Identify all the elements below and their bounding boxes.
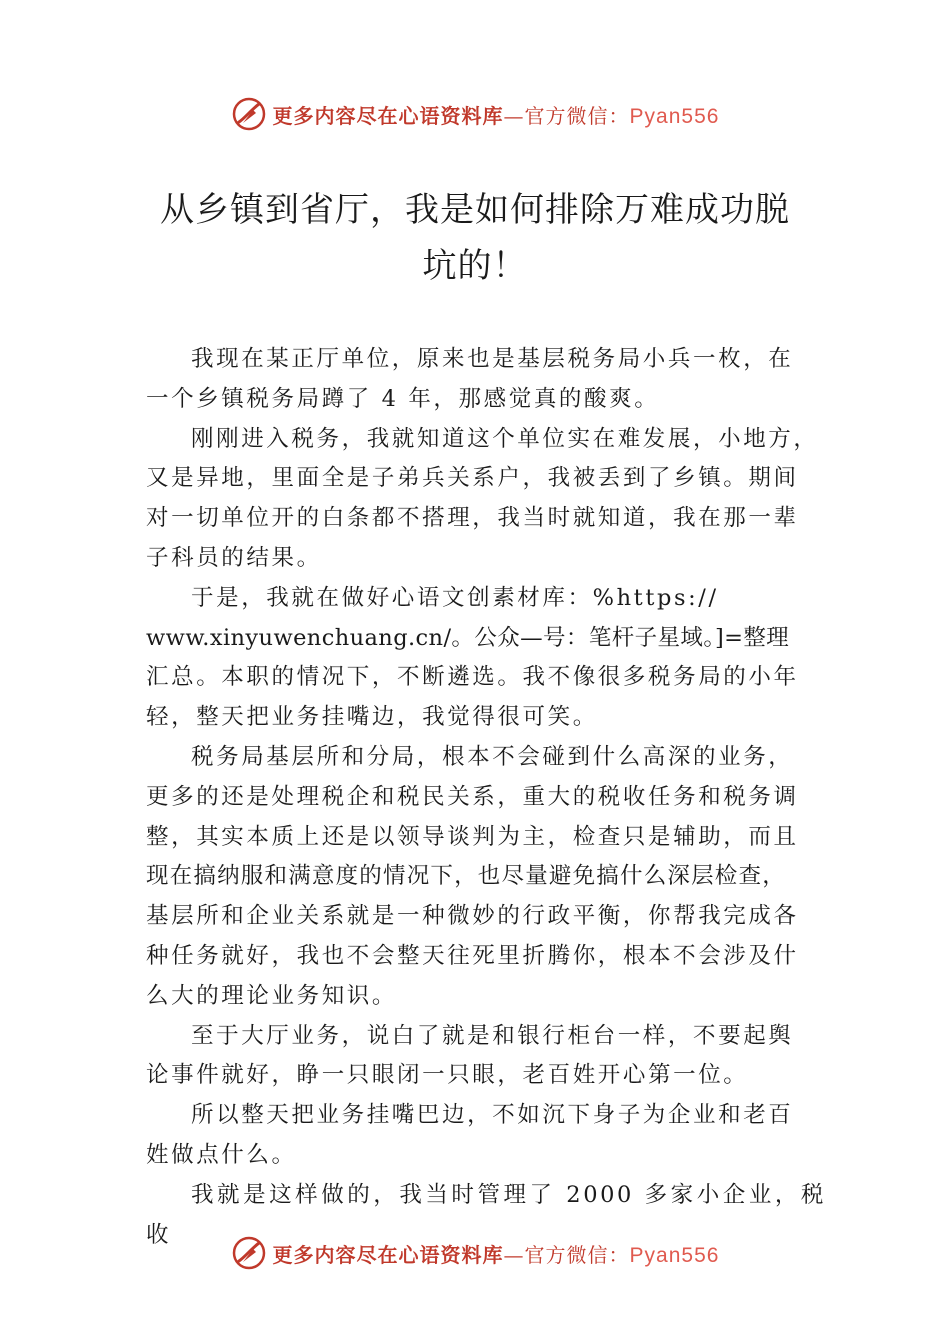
footer-banner-sub: 官方微信： [524, 1242, 630, 1267]
paragraph [146, 1017, 826, 1097]
header-banner-dash: — [503, 103, 525, 128]
text-line: 汇总。本职的情况下，不断遴选。我不像很多税务局的小年 [146, 664, 799, 691]
footer-banner-id: Pyan556 [629, 1243, 720, 1267]
text-line: www.xinyuwenchuang.cn/。公众—号：笔杆子星域。]=整理 [146, 624, 790, 651]
header-banner [0, 92, 950, 136]
text-line: 种任务就好，我也不会整天往死里折腾你，根本不会涉及什 [146, 942, 799, 969]
text-line: 于是，我就在做好心语文创素材库：%https:// [191, 584, 719, 611]
header-banner-text [273, 100, 720, 129]
title-line: 坑的！ [422, 246, 528, 286]
document-title [140, 182, 810, 294]
paragraph [146, 1096, 826, 1176]
text-line: 子科员的结果。 [146, 544, 322, 571]
document-body [146, 340, 826, 1255]
text-line: 论事件就好，睁一只眼闭一只眼，老百姓开心第一位。 [146, 1062, 749, 1089]
title-line: 从乡镇到省厅，我是如何排除万难成功脱 [160, 190, 790, 230]
text-line: 更多的还是处理税企和税民关系，重大的税收任务和税务调 [146, 783, 799, 810]
text-line: 对一切单位开的白条都不搭理，我当时就知道，我在那一辈 [146, 505, 799, 532]
pen-logo-icon [231, 1235, 267, 1271]
text-line: 又是异地，里面全是子弟兵关系户，我被丢到了乡镇。期间 [146, 465, 799, 492]
text-line: 整，其实本质上还是以领导谈判为主，检查只是辅助，而且 [146, 823, 799, 850]
text-line: 现在搞纳服和满意度的情况下，也尽量避免搞什么深层检查， [146, 863, 786, 890]
footer-banner-main: 更多内容尽在心语资料库 [272, 1242, 504, 1267]
footer-banner-dash: — [503, 1242, 525, 1267]
paragraph [146, 340, 826, 420]
footer-banner [0, 1231, 950, 1275]
text-line: 基层所和企业关系就是一种微妙的行政平衡，你帮我完成各 [146, 903, 799, 930]
text-line: 姓做点什么。 [146, 1141, 297, 1168]
text-line: 至于大厅业务，说白了就是和银行柜台一样，不要起舆 [191, 1022, 794, 1049]
pen-logo-icon [231, 96, 267, 132]
paragraph [146, 420, 826, 579]
text-line: 我就是这样做的，我当时管理了 2000 多家小企业，税收 [146, 1181, 826, 1248]
text-line: 刚刚进入税务，我就知道这个单位实在难发展，小地方， [191, 425, 819, 452]
text-line: 么大的理论业务知识。 [146, 982, 398, 1009]
text-line: 轻，整天把业务挂嘴边，我觉得很可笑。 [146, 704, 598, 731]
footer-banner-text [273, 1239, 720, 1268]
paragraph [146, 579, 826, 738]
text-line: 一个乡镇税务局蹲了 4 年，那感觉真的酸爽。 [146, 385, 660, 412]
header-banner-sub: 官方微信： [524, 103, 630, 128]
text-line: 税务局基层所和分局，根本不会碰到什么高深的业务， [191, 743, 794, 770]
paragraph [146, 738, 826, 1017]
text-line: 我现在某正厅单位，原来也是基层税务局小兵一枚，在 [191, 346, 794, 372]
header-banner-main: 更多内容尽在心语资料库 [272, 103, 504, 128]
header-banner-id: Pyan556 [629, 104, 720, 128]
text-line: 所以整天把业务挂嘴巴边，不如沉下身子为企业和老百 [191, 1102, 794, 1129]
